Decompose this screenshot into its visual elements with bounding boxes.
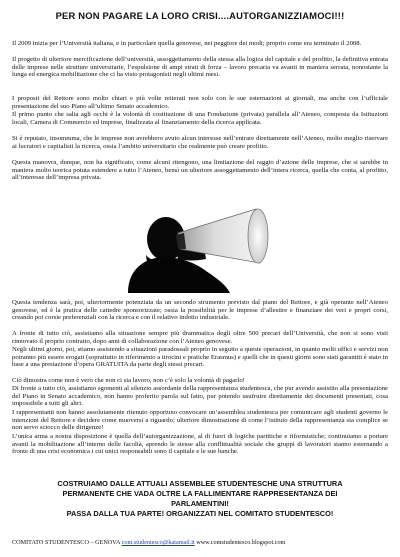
blog-url[interactable]: www.comstudentesco.blogspot.com [196, 539, 286, 546]
paragraph-4: Il primo punto che salta agli occhi è la volontà di costituzione di una Fondazione (privata) parallela all’Ateneo, composta da Istituzioni locali, Camera di Commercio ed imprese, finalizzata al finanziamento della ricerca applicata. [12, 111, 388, 126]
call-to-action-line: PERMANENTE CHE VADA OLTRE LA FALLIMENTARE RAPPRESENTANZA DEI [62, 489, 338, 498]
paragraph-3: I proposit del Rettore sono molto chiari e più volte reiterati non solo con le sue esternazioni ai giornali, ma anche con l’ufficiale presentazione del suo Piano all’ultimo Senato accademico. [12, 95, 388, 110]
paragraph-6: Questa manovra, dunque, non ha significato, come alcuni ritengono, una limitazione del raggio d’azione delle imprese, che si sarebbe in maniera molto teorica potuta estendere a tutto l’Ateneo, bensì un ulteriore assoggettamento dell’intera ricerca, quella che conta, al profitto, all’interesse dell’impresa privata. [12, 159, 388, 182]
call-to-action-line: PASSA DALLA TUA PARTE! ORGANIZZATI NEL COMITATO STUDENTESCO! [66, 509, 334, 518]
organization-name: COMITATO STUDENTESCO – GENOVA [12, 539, 121, 546]
paragraph-8: A fronte di tutto ciò, assistiamo alla situazione sempre più drammatica degli oltre 500 precari dell’Università, che non si sono visti rinnovato il proprio contratto, dopo anni di collaborazione con l’Ateneo genovese. [12, 330, 388, 345]
call-to-action [12, 479, 388, 519]
paragraph-11: Di fronte a tutto ciò, assistiamo sgomenti al silenzio assordante della rappresentanza studentesca, che pur avendo assistito alla presentazione del Piano in Senato accademico, non hanno proferito parola sul fatto, pur potendo usufruire direttamente dei documenti presentati, cosa impossibile a tutti gli altri. [12, 385, 388, 408]
paragraph-1: Il 2009 inizia per l’Università italiana, e in particolare quella genovese, nei peggiore dei modi; proprio come era terminato il 2008. [12, 40, 362, 47]
paragraph-13: L’unica arma a nostra disposizione è quella dell’autorganizzazione, al di fuori di logiche partitiche e riformistiche; continuiamo a portare avanti la mobilitazione all’interno delle facoltà, aprendo le stesse alla conflittualità sociale che gruppi di lavoratori stanno esternando a fronte di una crisi economica i cui unici responsabili sono il capitale e le sue banche. [12, 433, 388, 456]
paragraph-7: Questa tendenza sarà, poi, ulteriormente potenziata da un secondo strumento previsto dal piano del Rettore, e già operante nell’Ateneo genovese, ed è la pratica delle cattedre sponsorizzate; ossia la possibilità per le imprese d’allestire e finanziare dei veri e propri corsi, creando poi corsie preferenziali con la ricerca e con il relativo indotto industriale. [12, 299, 388, 322]
call-to-action-line: PARLAMENTINI! [171, 499, 229, 508]
footer-credits [12, 539, 388, 547]
flyer-title: PER NON PAGARE LA LORO CRISI....AUTORGANIZZIAMOCI!!! [55, 10, 345, 21]
call-to-action-line: COSTRUIAMO DALLE ATTUALI ASSEMBLEE STUDENTESCHE UNA STRUTTURA [57, 479, 343, 488]
paragraph-10: Ciò dimostra come non è vero che non ci sia lavoro, non c’è solo la volontà di pagarlo! [12, 377, 245, 384]
email-link[interactable]: com.studentesco@katamail.it [121, 539, 195, 546]
megaphone-silhouette-image [118, 189, 286, 293]
paragraph-5: Si è reputato, insommma, che le imprese non avrebbero avuto alcun interesse nell’entrare direttamente nell’Ateneo, molto meglio riservare ai lucratori e capitalisti la ricerca, ossia l’ambito universitario che realmente può creare profitto. [12, 135, 388, 150]
paragraph-12: I rappresentanti non hanno assolutamente ritenuto opportuno convocare un’assemblea studentesca per comunicare agli studenti governo le intenzioni del Rettore e decidere come muoversi a riguardo; ulteriore dimostrazione di come l’istituto della rappresentanza sia complice se non servo sciocco delle dirigenze! [12, 409, 388, 432]
paragraph-2: Il progetto di ulteriore mercificazione dell’università, assoggettamento della stessa alla logica del capitale e del profitto, la definitiva entrata delle imprese nelle strutture universitarie, l’espulsione di ampi strati di forza – lavoro precaria va avanti in maniera serrata, nonostante la lunga ed energica mobilitazione che ci ha visto protagonisti negli ultimi mesi. [12, 56, 388, 79]
paragraph-9: Negli ultimi giorni, poi, stiamo assistendo a situazioni paradossali proprio in seguito a queste operazioni, in quanto molti uffici e servizi non potranno più essere erogati (soprattutto in riferimento a tirocini e pratiche Erasmus) e quelli che in questi giorni sono stati garantiti è stato in base a una prestazione d’opera GRATUITA da parte degli stessi precari. [12, 346, 388, 369]
